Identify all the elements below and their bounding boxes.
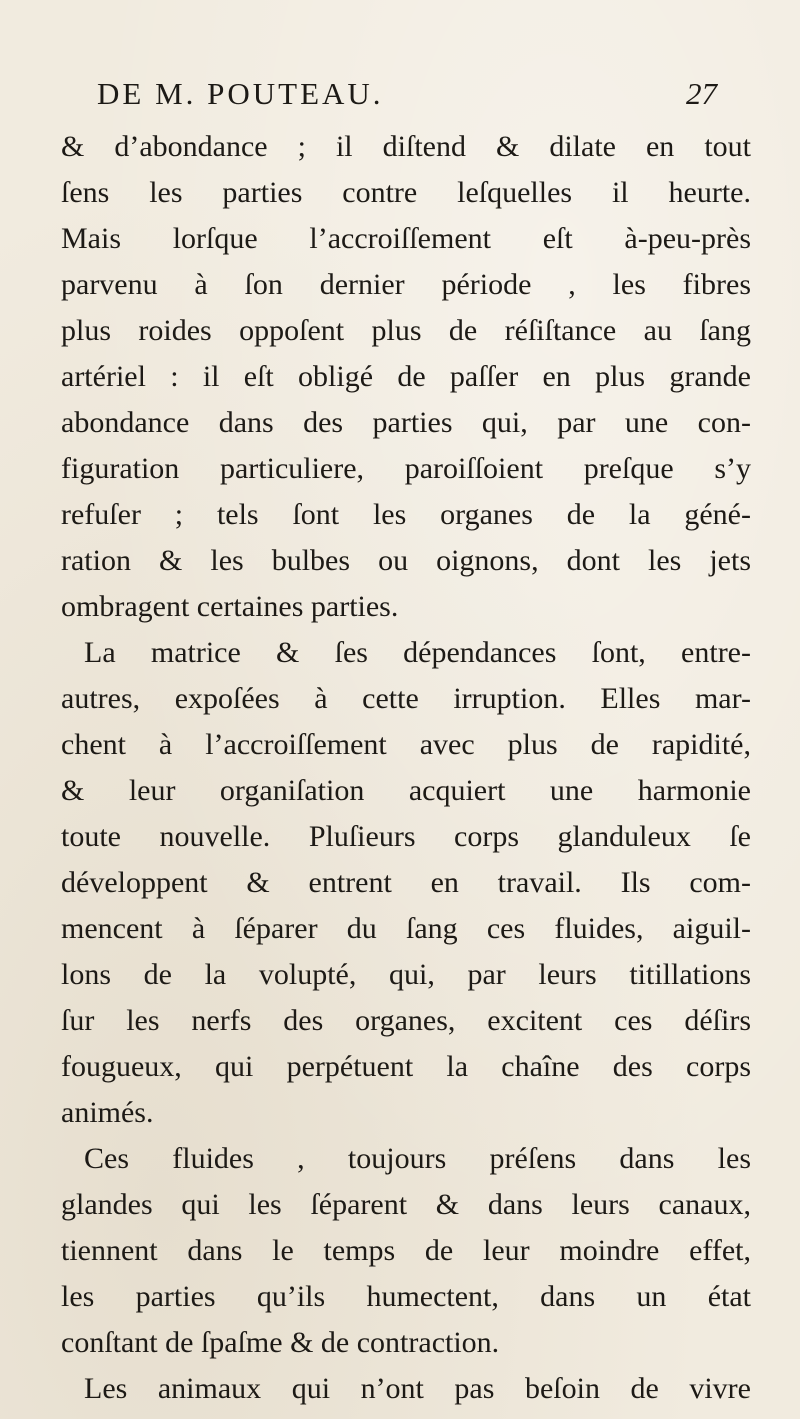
text-line: Ces fluides , toujours préſens dans les bbox=[84, 1142, 751, 1175]
text-line: les parties qu’ils humectent, dans un état bbox=[61, 1280, 751, 1313]
text-line: figuration particuliere, paroiſſoient preſque s’y bbox=[61, 452, 751, 485]
text-line: animés. bbox=[61, 1096, 154, 1129]
text-line: & leur organiſation acquiert une harmonie bbox=[61, 774, 751, 807]
text-line: autres, expoſées à cette irruption. Elles mar- bbox=[61, 682, 751, 715]
text-line: développent & entrent en travail. Ils com- bbox=[61, 866, 751, 899]
page-number: 27 bbox=[686, 76, 717, 111]
text-line: ſur les nerfs des organes, excitent ces déſirs bbox=[61, 1004, 751, 1037]
text-line: Les animaux qui n’ont pas beſoin de vivre bbox=[84, 1372, 751, 1405]
running-head: DE M. POUTEAU. bbox=[97, 76, 384, 111]
text-line: plus roides oppoſent plus de réſiſtance au ſang bbox=[61, 314, 751, 347]
text-line: Mais lorſque l’accroiſſement eſt à-peu-près bbox=[61, 222, 751, 255]
text-line: lons de la volupté, qui, par leurs titillations bbox=[61, 958, 751, 991]
text-line: mencent à ſéparer du ſang ces fluides, aiguil- bbox=[61, 912, 751, 945]
text-line: conſtant de ſpaſme & de contraction. bbox=[61, 1326, 500, 1359]
text-line: tiennent dans le temps de leur moindre effet, bbox=[61, 1234, 751, 1267]
text-line: toute nouvelle. Pluſieurs corps glanduleux ſe bbox=[61, 820, 751, 853]
text-line: ſens les parties contre leſquelles il heurte. bbox=[61, 176, 751, 209]
text-line: fougueux, qui perpétuent la chaîne des corps bbox=[61, 1050, 751, 1083]
text-line: ration & les bulbes ou oignons, dont les jets bbox=[61, 544, 751, 577]
text-line: ombragent certaines parties. bbox=[61, 590, 399, 623]
text-line: chent à l’accroiſſement avec plus de rapidité, bbox=[61, 728, 751, 761]
text-line: refuſer ; tels ſont les organes de la géné- bbox=[61, 498, 751, 531]
page-header bbox=[97, 76, 717, 116]
text-line: abondance dans des parties qui, par une con- bbox=[61, 406, 751, 439]
text-line: & d’abondance ; il diſtend & dilate en tout bbox=[61, 130, 751, 163]
text-line: artériel : il eſt obligé de paſſer en plus grande bbox=[61, 360, 751, 393]
text-line: glandes qui les ſéparent & dans leurs canaux, bbox=[61, 1188, 751, 1221]
text-line: parvenu à ſon dernier période , les fibres bbox=[61, 268, 751, 301]
body-text bbox=[61, 124, 751, 1412]
text-line: La matrice & ſes dépendances ſont, entre- bbox=[84, 636, 751, 669]
